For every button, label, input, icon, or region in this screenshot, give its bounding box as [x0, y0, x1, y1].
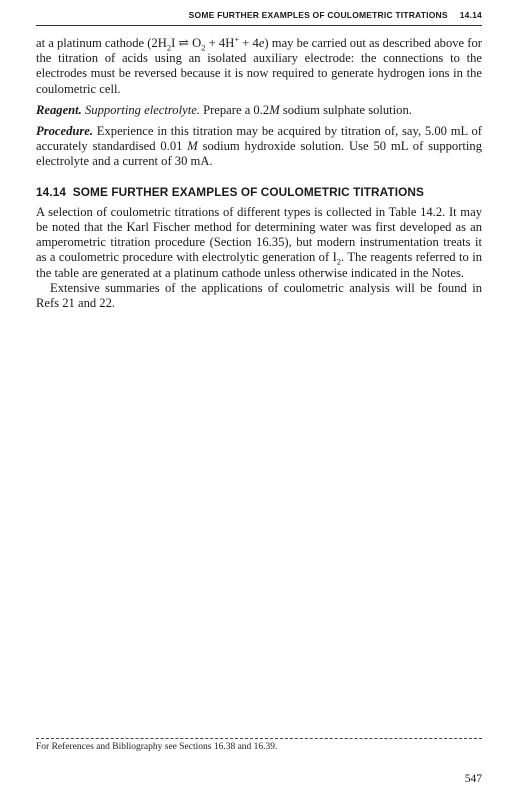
- procedure-paragraph: Procedure. Experience in this titration may be acquired by titration of, say, 5.00 mL of accurately standardised 0.01 M sodium hydroxide solution. Use 50 mL of supporting electrolyte and a current of 30 mA.: [36, 124, 482, 169]
- footnote-rule: [36, 738, 482, 739]
- procedure-label: Procedure.: [36, 124, 94, 139]
- reagent-paragraph: Reagent. Supporting electrolyte. Prepare a 0.2M sodium sulphate solution.: [36, 102, 412, 117]
- page-body: [36, 33, 483, 311]
- running-title: SOME FURTHER EXAMPLES OF COULOMETRIC TITRATIONS: [188, 10, 448, 20]
- section-title: SOME FURTHER EXAMPLES OF COULOMETRIC TITRATIONS: [72, 184, 424, 199]
- continued-paragraph: at a platinum cathode ($2H_2I$ ⇌ $O_2 + 4H^+ + 4e$) may be carried out as described above for the titration of acids using an isolated auxiliary electrode: the connections to the electrodes must be reversed because it is now required to generate hydrogen ions in the coulometric cell.: [36, 33, 482, 96]
- page-number: 547: [464, 773, 482, 785]
- reagent-label: Reagent.: [36, 102, 82, 117]
- header-rule: [36, 25, 482, 26]
- footnote: For References and Bibliography see Sections 16.38 and 16.39.: [36, 742, 278, 752]
- section-heading: [36, 185, 482, 200]
- section-number: 14.14: [36, 184, 67, 199]
- running-head: [36, 10, 482, 20]
- section-paragraph-1: A selection of coulometric titrations of different types is collected in Table 14.2. It may be noted that the Karl Fischer method for determining water was first developed as an amperometric titration procedure (Section 16.35), but modern instrumentation treats it as a coulometric procedure with electrolytic generation of $I_2$. The reagents referred to in the table are generated at a platinum cathode unless otherwise indicated in the Notes.: [36, 204, 483, 280]
- running-section-number: 14.14: [459, 10, 482, 20]
- section-paragraph-2: Extensive summaries of the applications of coulometric analysis will be found in Refs 21 and 22.: [36, 280, 482, 311]
- reagent-sublabel: Supporting electrolyte.: [84, 102, 200, 117]
